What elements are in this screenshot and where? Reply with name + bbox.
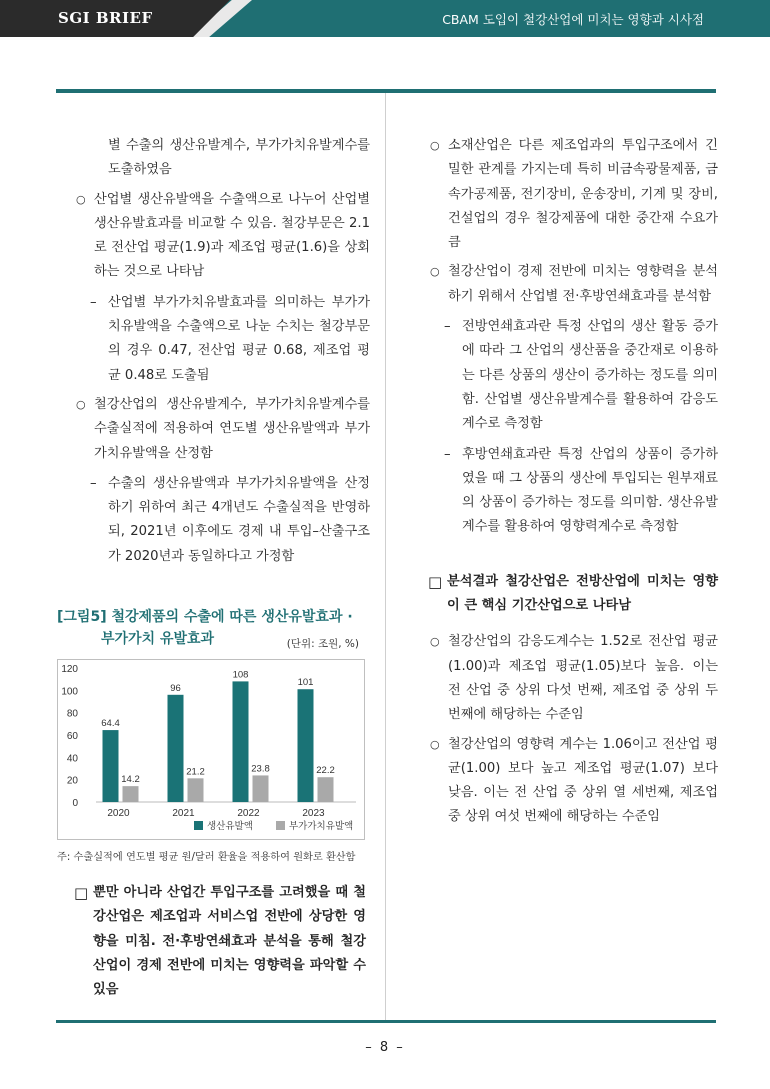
bullet-item bbox=[74, 393, 370, 466]
bullet-text: 산업별 생산유발액을 수출액으로 나누어 산업별 생산유발효과를 비교할 수 있음. 철강부문은 2.1로 전산업 평균(1.9)과 제조업 평균(1.6)을 상회하는 것으로 나타남 bbox=[94, 191, 370, 280]
legend-swatch bbox=[194, 821, 203, 830]
bullet-text: 철강산업의 영향력 계수는 1.06이고 전산업 평균(1.00) 보다 높고 제조업 평균(1.07) 보다 낮음. 이는 전 산업 중 상위 열 세번째, 제조업 중 상위 여섯 번째에 해당하는 수준임 bbox=[448, 736, 718, 825]
sub-bullet-item bbox=[428, 443, 718, 540]
bullet-text: 수출의 생산유발액과 부가가치유발액을 산정하기 위하여 최근 4개년도 수출실적을 반영하되, 2021년 이후에도 경제 내 투입–산출구조가 2020년과 동일하다고 가정함 bbox=[108, 475, 370, 564]
x-tick-label: 2021 bbox=[172, 808, 195, 819]
dash-bullet-icon: – bbox=[444, 446, 451, 462]
y-tick-label: 100 bbox=[61, 686, 78, 698]
circle-bullet-icon: ○ bbox=[430, 635, 440, 649]
bullet-text: 철강산업의 생산유발계수, 부가가치유발계수를 수출실적에 적용하여 연도별 생산유발액과 부가가치유발액을 산정함 bbox=[94, 396, 370, 461]
dash-bullet-icon: – bbox=[90, 475, 97, 491]
continued-paragraph: 별 수출의 생산유발계수, 부가가치유발계수를 도출하였음 bbox=[108, 138, 370, 178]
dash-bullet-icon: – bbox=[444, 319, 451, 335]
bullet-item bbox=[428, 733, 718, 830]
y-tick-label: 20 bbox=[66, 775, 78, 787]
y-tick-label: 80 bbox=[66, 708, 78, 720]
production-bar bbox=[298, 689, 314, 802]
data-label: 108 bbox=[232, 669, 249, 681]
y-tick-label: 120 bbox=[61, 664, 78, 675]
circle-bullet-icon: ○ bbox=[76, 192, 86, 206]
dash-bullet-icon: – bbox=[90, 294, 97, 310]
bullet-text: 철강산업이 경제 전반에 미치는 영향력을 분석하기 위해서 산업별 전·후방연쇄효과를 분석함 bbox=[448, 264, 718, 304]
sub-bullet-item bbox=[428, 315, 718, 436]
bar-chart bbox=[57, 659, 365, 840]
circle-bullet-icon: ○ bbox=[76, 397, 86, 411]
bullet-text: 철강산업의 감응도계수는 1.52로 전산업 평균(1.00)과 제조업 평균(1.05)보다 높음. 이는 전 산업 중 상위 다섯 번째, 제조업 중 상위 두 번째에 해당하는 수준임 bbox=[448, 634, 718, 723]
data-label: 96 bbox=[170, 682, 181, 694]
production-bar bbox=[233, 681, 249, 802]
data-label: 23.8 bbox=[251, 763, 270, 775]
data-label: 14.2 bbox=[121, 774, 140, 786]
bullet-item bbox=[428, 630, 718, 727]
y-tick-label: 0 bbox=[72, 798, 78, 809]
circle-bullet-icon: ○ bbox=[430, 139, 440, 152]
production-bar bbox=[168, 695, 184, 802]
legend-label: 부가가치유발액 bbox=[289, 821, 354, 832]
value-added-bar bbox=[188, 778, 204, 802]
data-label: 101 bbox=[297, 677, 314, 689]
value-added-bar bbox=[318, 777, 334, 802]
circle-bullet-icon: ○ bbox=[430, 737, 440, 751]
bullet-item bbox=[428, 134, 718, 255]
document-title: CBAM 도입이 철강산업에 미치는 영향과 시사점 bbox=[442, 12, 704, 27]
figure-title: [그림5] 철강제품의 수출에 따른 생산유발효과 · bbox=[57, 609, 353, 625]
column-divider bbox=[385, 93, 386, 1020]
bullet-text: 산업별 부가가치유발효과를 의미하는 부가가치유발액을 수출액으로 나눈 수치는 철강부문의 경우 0.47, 전산업 평균 0.68, 제조업 평균 0.48로 도출됨 bbox=[108, 294, 370, 383]
bullet-text: 후방연쇄효과란 특정 산업의 상품이 증가하였을 때 그 상품의 생산에 투입되는 원부재료의 상품이 증가하는 정도를 의미함. 생산유발계수를 활용하여 영향력계수로 측정함 bbox=[462, 446, 718, 535]
production-bar bbox=[103, 730, 119, 802]
header-bar bbox=[0, 0, 770, 37]
section-heading bbox=[428, 570, 718, 619]
y-tick-label: 40 bbox=[66, 753, 78, 765]
square-bullet-icon: □ bbox=[74, 884, 89, 902]
bullet-item bbox=[74, 188, 370, 285]
left-bottom-section bbox=[74, 881, 366, 1002]
left-column bbox=[74, 134, 370, 569]
x-tick-label: 2020 bbox=[107, 808, 130, 819]
y-tick-label: 60 bbox=[66, 731, 78, 742]
page-number: – 8 – bbox=[365, 1040, 405, 1055]
x-tick-label: 2022 bbox=[237, 808, 260, 819]
x-tick-label: 2023 bbox=[302, 808, 325, 819]
figure-note: 주: 수출실적에 연도별 평균 원/달러 환율을 적용하여 원화로 환산함 bbox=[57, 852, 356, 863]
square-bullet-icon: □ bbox=[428, 572, 443, 591]
sub-bullet-item bbox=[74, 472, 370, 569]
legend-swatch bbox=[276, 821, 285, 830]
section-heading bbox=[74, 881, 366, 1002]
brand-name: SGI BRIEF bbox=[58, 9, 153, 27]
value-added-bar bbox=[123, 786, 139, 802]
data-label: 22.2 bbox=[316, 765, 335, 777]
figure-header bbox=[57, 606, 377, 650]
figure-unit: (단위: 조원, %) bbox=[286, 638, 359, 650]
bullet-item bbox=[428, 260, 718, 309]
top-rule bbox=[56, 89, 716, 93]
bullet-text: 소재산업은 다른 제조업과의 투입구조에서 긴밀한 관계를 가지는데 특히 비금속광물제품, 금속가공제품, 전기장비, 운송장비, 기계 및 장비, 건설업의 경우 철강제품에 대한 중간재 수요가 큼 bbox=[448, 138, 718, 251]
data-label: 64.4 bbox=[101, 718, 120, 730]
sub-bullet-item bbox=[74, 291, 370, 388]
value-added-bar bbox=[253, 775, 269, 802]
chart-canvas bbox=[58, 660, 364, 839]
right-column bbox=[428, 134, 718, 830]
section-heading-text: 분석결과 철강산업은 전방산업에 미치는 영향이 큰 핵심 기간산업으로 나타남 bbox=[447, 573, 718, 614]
bullet-text: 전방연쇄효과란 특정 산업의 생산 활동 증가에 따라 그 산업의 생산품을 중간재로 이용하는 다른 상품의 생산이 증가하는 정도를 의미함. 산업별 생산유발계수를 활용하여 감응도계수로 측정함 bbox=[462, 319, 718, 432]
legend-label: 생산유발액 bbox=[207, 821, 253, 832]
circle-bullet-icon: ○ bbox=[430, 265, 440, 279]
bottom-rule bbox=[56, 1020, 716, 1023]
section-heading-text: 뿐만 아니라 산업간 투입구조를 고려했을 때 철강산업은 제조업과 서비스업 전반에 상당한 영향을 미침. 전·후방연쇄효과 분석을 통해 철강산업이 경제 전반에 미치는 영향력을 파악할 수 있음 bbox=[93, 885, 366, 998]
figure-title-line2: 부가가치 유발효과 bbox=[101, 631, 215, 647]
data-label: 21.2 bbox=[186, 766, 205, 778]
